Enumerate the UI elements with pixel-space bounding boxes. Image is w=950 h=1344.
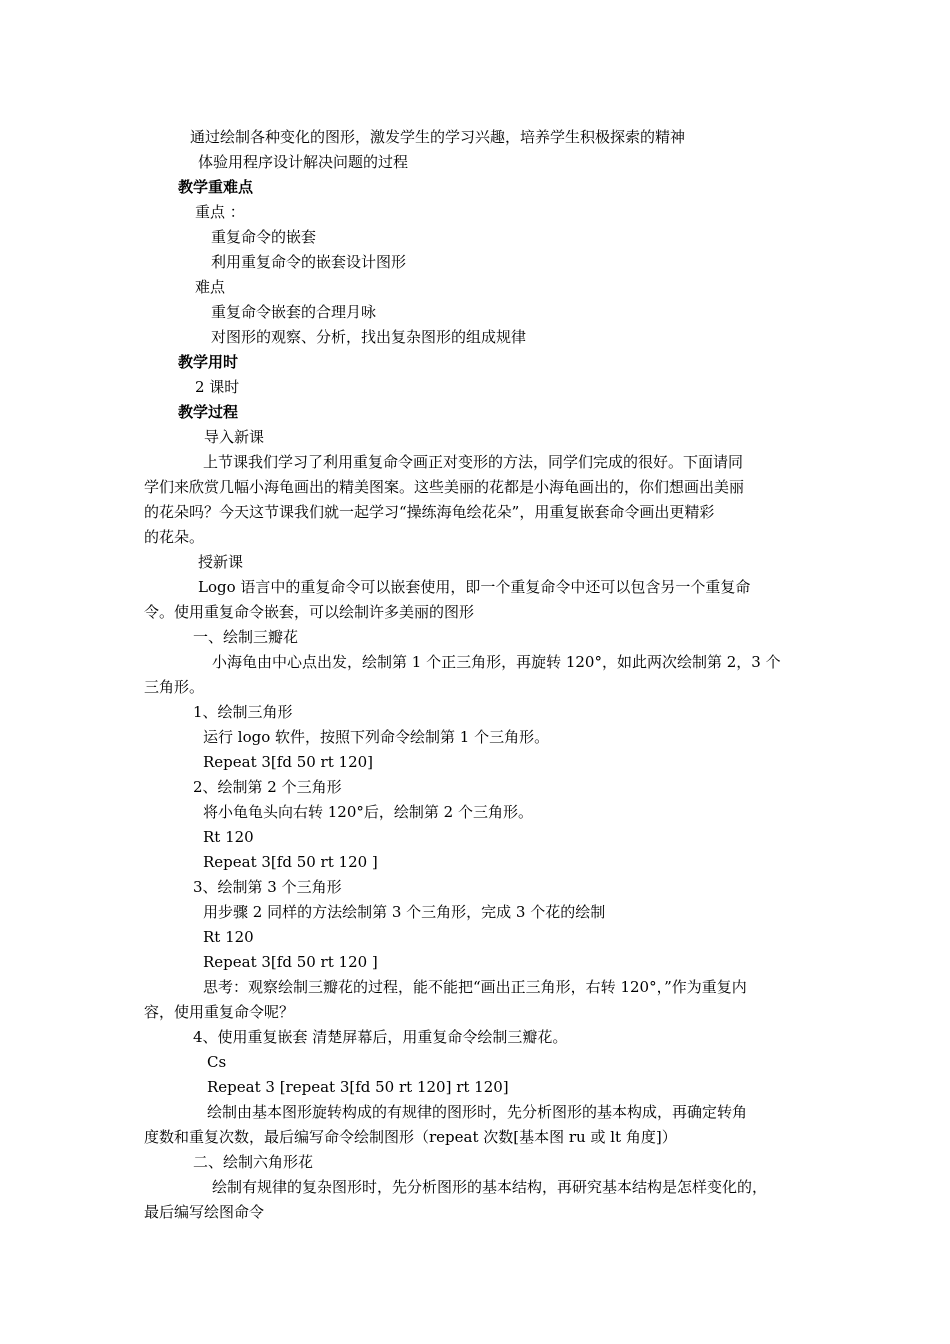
difficulty-1: 重复命令嵌套的合理月咏 (211, 303, 377, 321)
new-lesson-title: 授新课 (198, 553, 244, 571)
step-3-title: 3、绘制第 3 个三角形 (193, 878, 342, 896)
step-2-code-2: Repeat 3[fd 50 rt 120 ] (203, 853, 378, 871)
think-line-1: 思考：观察绘制三瓣花的过程，能不能把“画出正三角形，右转 120°，”作为重复内 (203, 978, 747, 996)
key-point-2: 利用重复命令的嵌套设计图形 (211, 253, 407, 271)
step-3-code-2: Repeat 3[fd 50 rt 120 ] (203, 953, 378, 971)
heading-key-points: 教学重难点 (178, 178, 254, 196)
step-3-code-1: Rt 120 (203, 928, 254, 946)
think-line-2: 容，使用重复命令呢？ (144, 1003, 295, 1021)
summary-line-1: 绘制由基本图形旋转构成的有规律的图形时，先分析图形的基本构成，再确定转角 (207, 1103, 748, 1121)
section-2-line-2: 最后编写绘图命令 (144, 1203, 265, 1221)
section-2-line-1: 绘制有规律的复杂图形时，先分析图形的基本结构，再研究基本结构是怎样变化的， (212, 1178, 768, 1196)
step-1-title: 1、绘制三角形 (193, 703, 293, 721)
step-3-text: 用步骤 2 同样的方法绘制第 3 个三角形，完成 3 个花的绘制 (203, 903, 606, 921)
class-hours: 2 课时 (195, 378, 240, 396)
step-2-text: 将小龟龟头向右转 120°后，绘制第 2 个三角形。 (203, 803, 533, 821)
step-4-code-2: Repeat 3 [repeat 3[fd 50 rt 120] rt 120] (207, 1078, 509, 1096)
step-2-title: 2、绘制第 2 个三角形 (193, 778, 342, 796)
step-1-text: 运行 logo 软件，按照下列命令绘制第 1 个三角形。 (203, 728, 550, 746)
heading-process: 教学过程 (178, 403, 239, 421)
intro-paragraph-line-1: 上节课我们学习了利用重复命令画正对变形的方法，同学们完成的很好。下面请同 (203, 453, 744, 471)
goal-line-1: 通过绘制各种变化的图形，激发学生的学习兴趣，培养学生积极探索的精神 (190, 128, 686, 146)
new-lesson-line-1: Logo 语言中的重复命令可以嵌套使用，即一个重复命令中还可以包含另一个重复命 (198, 578, 751, 596)
section-1-line-1: 小海龟由中心点出发，绘制第 1 个正三角形，再旋转 120°，如此两次绘制第 2，3 个 (212, 653, 781, 671)
step-2-code-1: Rt 120 (203, 828, 254, 846)
summary-line-2: 度数和重复次数，最后编写命令绘制图形（repeat 次数[基本图 ru 或 lt 角度]） (144, 1128, 677, 1146)
key-label: 重点 ： (195, 203, 245, 221)
goal-line-2: 体验用程序设计解决问题的过程 (198, 153, 409, 171)
difficulty-2: 对图形的观察、分析，找出复杂图形的组成规律 (211, 328, 527, 346)
step-4-title: 4、使用重复嵌套 清楚屏幕后，用重复命令绘制三瓣花。 (193, 1028, 568, 1046)
section-2-title: 二、绘制六角形花 (193, 1153, 314, 1171)
section-1-line-2: 三角形。 (144, 678, 205, 696)
new-lesson-line-2: 令。使用重复命令嵌套，可以绘制许多美丽的图形 (144, 603, 475, 621)
heading-time: 教学用时 (178, 353, 239, 371)
intro-paragraph-line-2: 学们来欣赏几幅小海龟画出的精美图案。这些美丽的花都是小海龟画出的，你们想画出美丽 (144, 478, 745, 496)
intro-paragraph-line-3: 的花朵吗？今天这节课我们就一起学习“操练海龟绘花朵”，用重复嵌套命令画出更精彩 (144, 503, 715, 521)
step-4-code-1: Cs (207, 1053, 227, 1071)
key-point-1: 重复命令的嵌套 (211, 228, 317, 246)
intro-title: 导入新课 (204, 428, 265, 446)
difficulty-label: 难点 (195, 278, 226, 296)
intro-paragraph-line-4: 的花朵。 (144, 528, 205, 546)
section-1-title: 一、绘制三瓣花 (193, 628, 299, 646)
step-1-code: Repeat 3[fd 50 rt 120] (203, 753, 374, 771)
